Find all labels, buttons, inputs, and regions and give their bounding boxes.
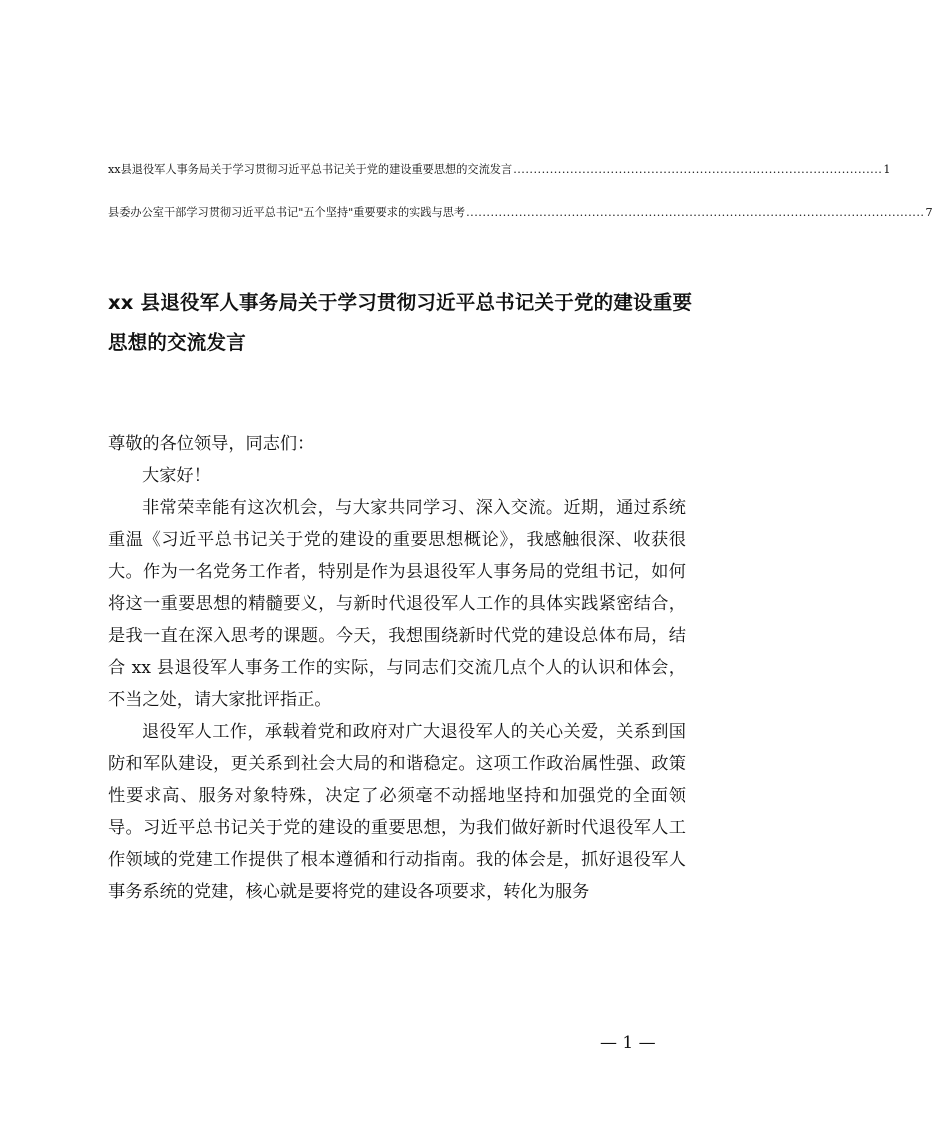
salutation: 尊敬的各位领导，同志们： <box>108 434 315 454</box>
body-paragraph: 退役军人工作，承载着党和政府对广大退役军人的关心关爱，关系到国防和军队建设，更关系到社会大局的和谐稳定。这项工作政治属性强、政策性要求高、服务对象特殊，决定了必须毫不动摇地坚持和加强党的全面领导。习近平总书记关于党的建设的重要思想，为我们做好新时代退役军人工作领域的党建工作提供了根本遵循和行动指南。我的体会是，抓好退役军人事务系统的党建，核心就是要将党的建设各项要求，转化为服务 <box>108 722 686 902</box>
body-paragraph: 非常荣幸能有这次机会，与大家共同学习、深入交流。近期，通过系统重温《习近平总书记关于党的建设的重要思想概论》，我感触很深、收获很大。作为一名党务工作者，特别是作为县退役军人事务局的党组书记，如何将这一重要思想的精髓要义，与新时代退役军人工作的具体实践紧密结合，是我一直在深入思考的课题。今天，我想围绕新时代党的建设总体布局，结合 xx 县退役军人事务工作的实际，与同志们交流几点个人的认识和体会，不当之处，请大家批评指正。 <box>108 498 686 710</box>
greeting: 大家好！ <box>142 466 211 486</box>
table-of-contents <box>108 163 933 220</box>
article-title: xx 县退役军人事务局关于学习贯彻习近平总书记关于党的建设重要思想的交流发言 <box>108 291 693 354</box>
toc-entry-title: 县委办公室干部学习贯彻习近平总书记"五个坚持"重要要求的实践与思考 <box>108 206 466 219</box>
toc-leader-dots: ........................................................................................... <box>513 163 883 176</box>
toc-entry-page: 7 <box>925 206 933 219</box>
page-number: — 1 — <box>600 1033 656 1053</box>
toc-entry-1[interactable] <box>108 163 891 177</box>
toc-entry-2[interactable] <box>108 206 933 220</box>
toc-entry-title: xx县退役军人事务局关于学习贯彻习近平总书记关于党的建设重要思想的交流发言 <box>108 163 513 176</box>
toc-entry-page: 1 <box>883 163 891 176</box>
toc-leader-dots: ................................................................................................................. <box>466 206 925 219</box>
article-body <box>108 428 686 908</box>
